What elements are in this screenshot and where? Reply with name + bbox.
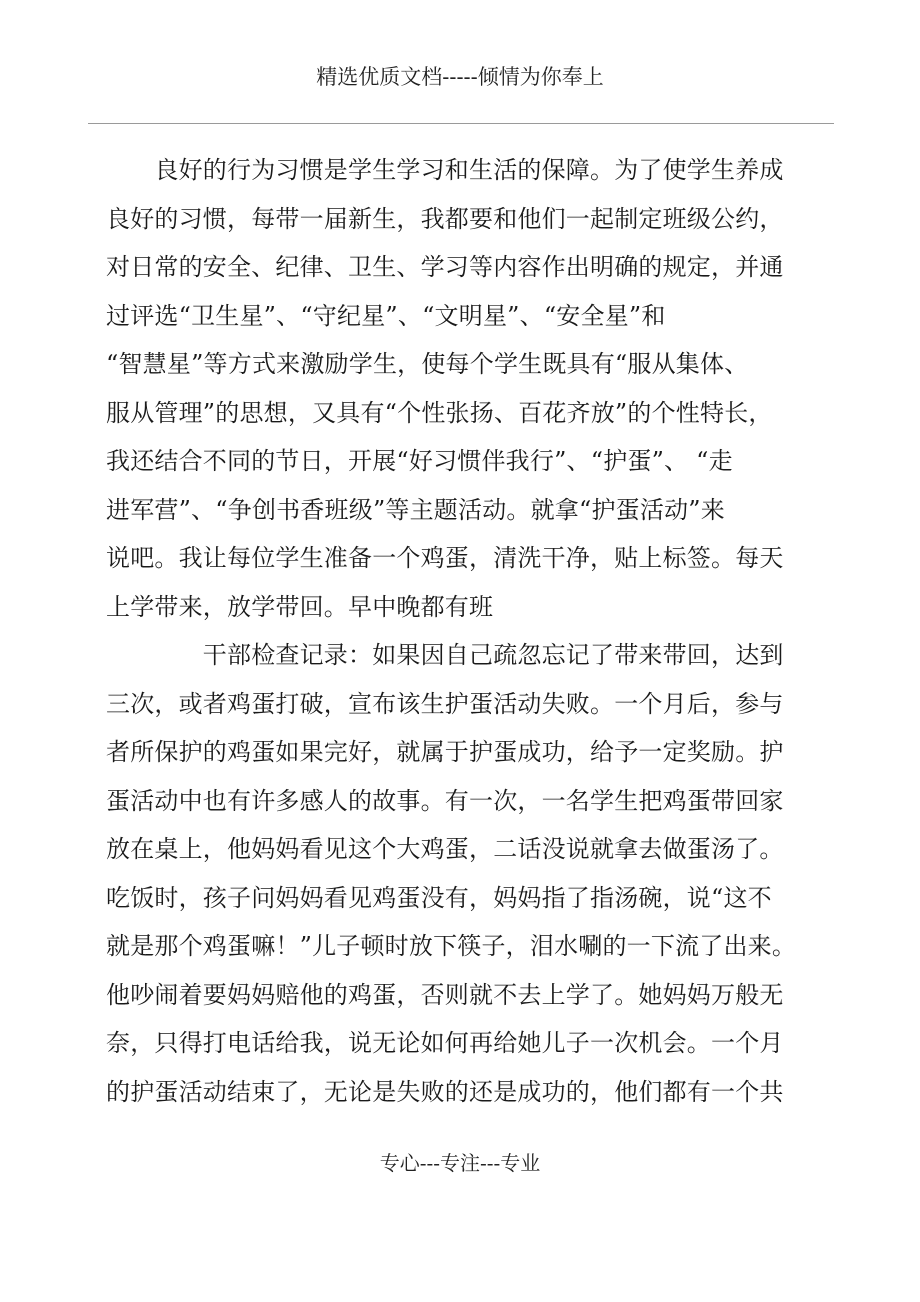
page-footer: 专心---专注---专业 bbox=[379, 1151, 541, 1175]
body-line: 进军营”、“争创书香班级”等主题活动。就拿“护蛋活动”来 bbox=[106, 495, 725, 524]
body-line: 说吧。我让每位学生准备一个鸡蛋，清洗干净，贴上标签。每天 bbox=[106, 544, 784, 572]
body-line: 上学带来，放学带回。早中晚都有班 bbox=[106, 592, 494, 621]
body-line: 奈，只得打电话给我，说无论如何再给她儿子一次机会。一个月 bbox=[106, 1029, 784, 1057]
body-line: 吃饭时，孩子问妈妈看见鸡蛋没有，妈妈指了指汤碗，说“这不 bbox=[106, 883, 772, 912]
body-line: 对日常的安全、纪律、卫生、学习等内容作出明确的规定，并通 bbox=[106, 253, 784, 281]
body-line: 就是那个鸡蛋嘛！”儿子顿时放下筷子，泪水唰的一下流了出来。 bbox=[106, 932, 797, 960]
body-line: 蛋活动中也有许多感人的故事。有一次，一名学生把鸡蛋带回家 bbox=[106, 786, 784, 815]
header-divider bbox=[88, 123, 834, 124]
body-line: 良好的行为习惯是学生学习和生活的保障。为了使学生养成 bbox=[106, 156, 784, 184]
body-line: 良好的习惯，每带一届新生，我都要和他们一起制定班级公约， bbox=[106, 204, 784, 233]
body-line: 者所保护的鸡蛋如果完好，就属于护蛋成功，给予一定奖励。护 bbox=[106, 738, 784, 766]
page-header: 精选优质文档-----倾情为你奉上 bbox=[316, 65, 604, 89]
body-line: 的护蛋活动结束了，无论是失败的还是成功的，他们都有一个共 bbox=[106, 1077, 784, 1106]
body-line: 干部检查记录：如果因自己疏忽忘记了带来带回，达到 bbox=[106, 641, 784, 669]
body-line: 服从管理”的思想，又具有“个性张扬、百花齐放”的个性特长， bbox=[106, 398, 773, 427]
body-line: 过评选“卫生星”、“守纪星”、“文明星”、“安全星”和 bbox=[106, 301, 666, 330]
body-line: “智慧星”等方式来激励学生，使每个学生既具有“服从集体、 bbox=[106, 350, 749, 378]
body-line: 我还结合不同的节日，开展“好习惯伴我行”、“护蛋”、 “走 bbox=[106, 447, 733, 475]
document-body bbox=[106, 146, 818, 1116]
body-line: 放在桌上，他妈妈看见这个大鸡蛋，二话没说就拿去做蛋汤了。 bbox=[106, 835, 784, 863]
body-line: 他吵闹着要妈妈赔他的鸡蛋，否则就不去上学了。她妈妈万般无 bbox=[106, 980, 784, 1009]
body-line: 三次，或者鸡蛋打破，宣布该生护蛋活动失败。一个月后，参与 bbox=[106, 689, 784, 718]
